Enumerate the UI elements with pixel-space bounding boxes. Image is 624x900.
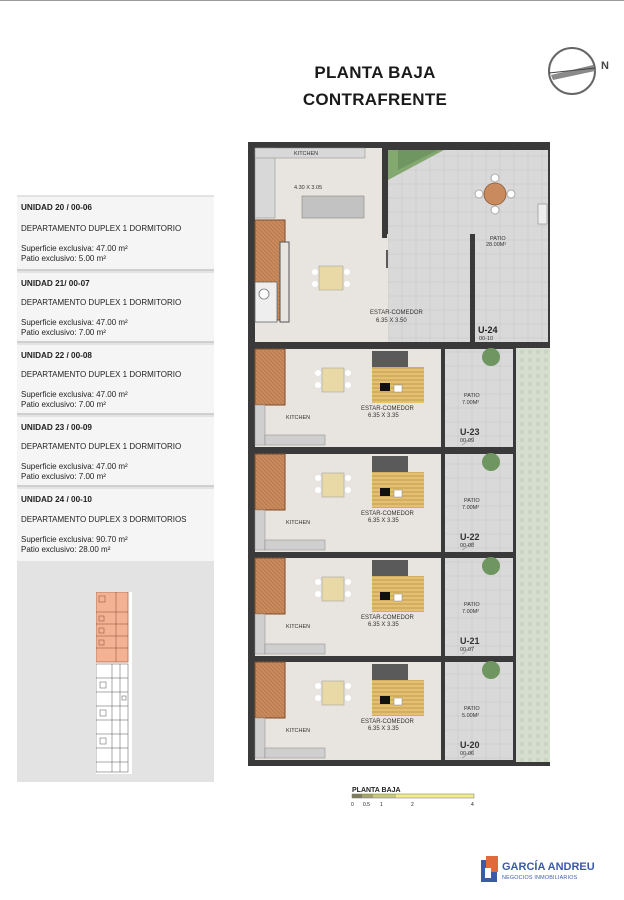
unit-patio: Patio exclusivo: 7.00 m² <box>21 328 106 337</box>
unit-patio: Patio exclusivo: 7.00 m² <box>21 472 106 481</box>
logo-mark-icon <box>480 856 502 886</box>
u24-unit-code: 00-10 <box>479 336 494 342</box>
brand-logo <box>478 854 596 888</box>
unit-surface: Superficie exclusiva: 47.00 m² <box>21 318 128 327</box>
unit-block-u-23 <box>255 348 516 452</box>
sofa <box>372 664 408 680</box>
page-title-line1: PLANTA BAJA <box>314 63 436 82</box>
north-compass-icon <box>545 45 615 101</box>
u24-kitchen-dims: 4.30 X 3.05 <box>294 185 323 191</box>
scale-tick: 1 <box>380 802 383 808</box>
unit-type: DEPARTAMENTO DUPLEX 1 DORMITORIO <box>21 370 182 379</box>
dining-table <box>322 368 344 392</box>
patio-round-table <box>484 183 506 205</box>
patio-area: 5.00M² <box>462 713 480 719</box>
unit-stairs <box>255 454 285 510</box>
scale-label: PLANTA BAJA <box>352 787 401 794</box>
unit-header: UNIDAD 24 / 00-10 <box>21 495 92 504</box>
patio-label: PATIO <box>464 393 480 399</box>
divider <box>17 341 214 343</box>
unit-label: U-23 <box>460 427 480 437</box>
u24-patio-area: 28.00M² <box>486 242 507 248</box>
kitchen-island <box>302 196 364 218</box>
scale-tick: 0.5 <box>363 802 370 808</box>
living-dims: 6.35 X 3.35 <box>368 622 399 628</box>
unit-card-23 <box>17 417 214 487</box>
kitchen-label: KITCHEN <box>286 415 311 421</box>
kitchen-counter <box>265 435 325 445</box>
unit-type: DEPARTAMENTO DUPLEX 3 DORMITORIOS <box>21 515 187 524</box>
kitchen-counter <box>265 748 325 758</box>
kitchen-counter <box>265 644 325 654</box>
kitchen-counter <box>265 540 325 550</box>
divider <box>17 485 214 487</box>
unit-label: U-20 <box>460 740 480 750</box>
unit-stairs <box>255 558 285 614</box>
unit-block-u-21 <box>255 557 516 661</box>
unit-block-u-22 <box>255 453 516 557</box>
divider <box>17 413 214 415</box>
unit-surface: Superficie exclusiva: 47.00 m² <box>21 462 128 471</box>
top-rule <box>0 0 624 1</box>
unit-code: 00-06 <box>460 751 475 757</box>
unit-code: 00-09 <box>460 438 475 444</box>
page-title-line2: CONTRAFRENTE <box>302 90 448 109</box>
patio-label: PATIO <box>464 706 480 712</box>
scale-tick: 0 <box>351 802 354 808</box>
unit-code: 00-07 <box>460 647 475 653</box>
unit-surface: Superficie exclusiva: 47.00 m² <box>21 244 128 253</box>
living-label: ESTAR-COMEDOR <box>361 511 414 517</box>
unit-label: U-22 <box>460 532 480 542</box>
sofa <box>372 351 408 367</box>
unit-header: UNIDAD 20 / 00-06 <box>21 203 92 212</box>
unit-patio: Patio exclusivo: 7.00 m² <box>21 400 106 409</box>
patio-area: 7.00M² <box>462 609 480 615</box>
dining-table <box>322 681 344 705</box>
unit-stairs <box>255 349 285 405</box>
unit-header: UNIDAD 22 / 00-08 <box>21 351 92 360</box>
unit-header: UNIDAD 21/ 00-07 <box>21 279 90 288</box>
sofa <box>372 560 408 576</box>
unit-type: DEPARTAMENTO DUPLEX 1 DORMITORIO <box>21 298 182 307</box>
unit-card-21 <box>17 273 214 343</box>
unit-surface: Superficie exclusiva: 90.70 m² <box>21 535 128 544</box>
kitchen-label: KITCHEN <box>286 520 311 526</box>
unit-card-22 <box>17 345 214 415</box>
u24-unit-label: U-24 <box>478 325 498 335</box>
unit-label: U-21 <box>460 636 480 646</box>
sofa <box>372 456 408 472</box>
dining-table <box>322 473 344 497</box>
dining-table <box>322 577 344 601</box>
unit-card-20 <box>17 197 214 271</box>
kitchen-label: KITCHEN <box>286 624 311 630</box>
living-label: ESTAR-COMEDOR <box>361 406 414 412</box>
compass-n-label: N <box>601 60 609 72</box>
scale-tick: 4 <box>471 802 474 808</box>
side-garden <box>516 348 550 762</box>
u24-dining-table <box>319 266 343 290</box>
key-plan-thumbnail <box>96 592 132 774</box>
u24-living-label: ESTAR-COMEDOR <box>370 310 423 316</box>
u24-kitchen-label: KITCHEN <box>294 151 319 157</box>
unit-surface: Superficie exclusiva: 47.00 m² <box>21 390 128 399</box>
living-dims: 6.35 X 3.35 <box>368 518 399 524</box>
unit-code: 00-08 <box>460 543 475 549</box>
small-units-group <box>255 348 516 765</box>
u24-bathroom <box>255 282 277 322</box>
unit-block-u-20 <box>255 661 516 765</box>
unit-type: DEPARTAMENTO DUPLEX 1 DORMITORIO <box>21 442 182 451</box>
patio-area: 7.00M² <box>462 505 480 511</box>
u24-living-dims: 6.35 X 3.50 <box>376 318 407 324</box>
u24-patio-label: PATIO <box>490 236 506 242</box>
logo-name: GARCÍA ANDREU <box>502 861 595 873</box>
patio-label: PATIO <box>464 602 480 608</box>
unit-type: DEPARTAMENTO DUPLEX 1 DORMITORIO <box>21 224 182 233</box>
living-dims: 6.35 X 3.35 <box>368 726 399 732</box>
floor-plan <box>248 142 566 768</box>
living-dims: 6.35 X 3.35 <box>368 413 399 419</box>
living-label: ESTAR-COMEDOR <box>361 719 414 725</box>
logo-tagline: NEGOCIOS INMOBILIARIOS <box>502 875 578 881</box>
divider <box>17 269 214 271</box>
patio-label: PATIO <box>464 498 480 504</box>
unit-patio: Patio exclusivo: 5.00 m² <box>21 254 106 263</box>
scale-tick: 2 <box>411 802 414 808</box>
kitchen-label: KITCHEN <box>286 728 311 734</box>
patio-area: 7.00M² <box>462 400 480 406</box>
unit-patio: Patio exclusivo: 28.00 m² <box>21 545 111 554</box>
unit-stairs <box>255 662 285 718</box>
scale-bar <box>350 784 480 810</box>
unit-header: UNIDAD 23 / 00-09 <box>21 423 92 432</box>
unit-card-24 <box>17 489 214 561</box>
living-label: ESTAR-COMEDOR <box>361 615 414 621</box>
